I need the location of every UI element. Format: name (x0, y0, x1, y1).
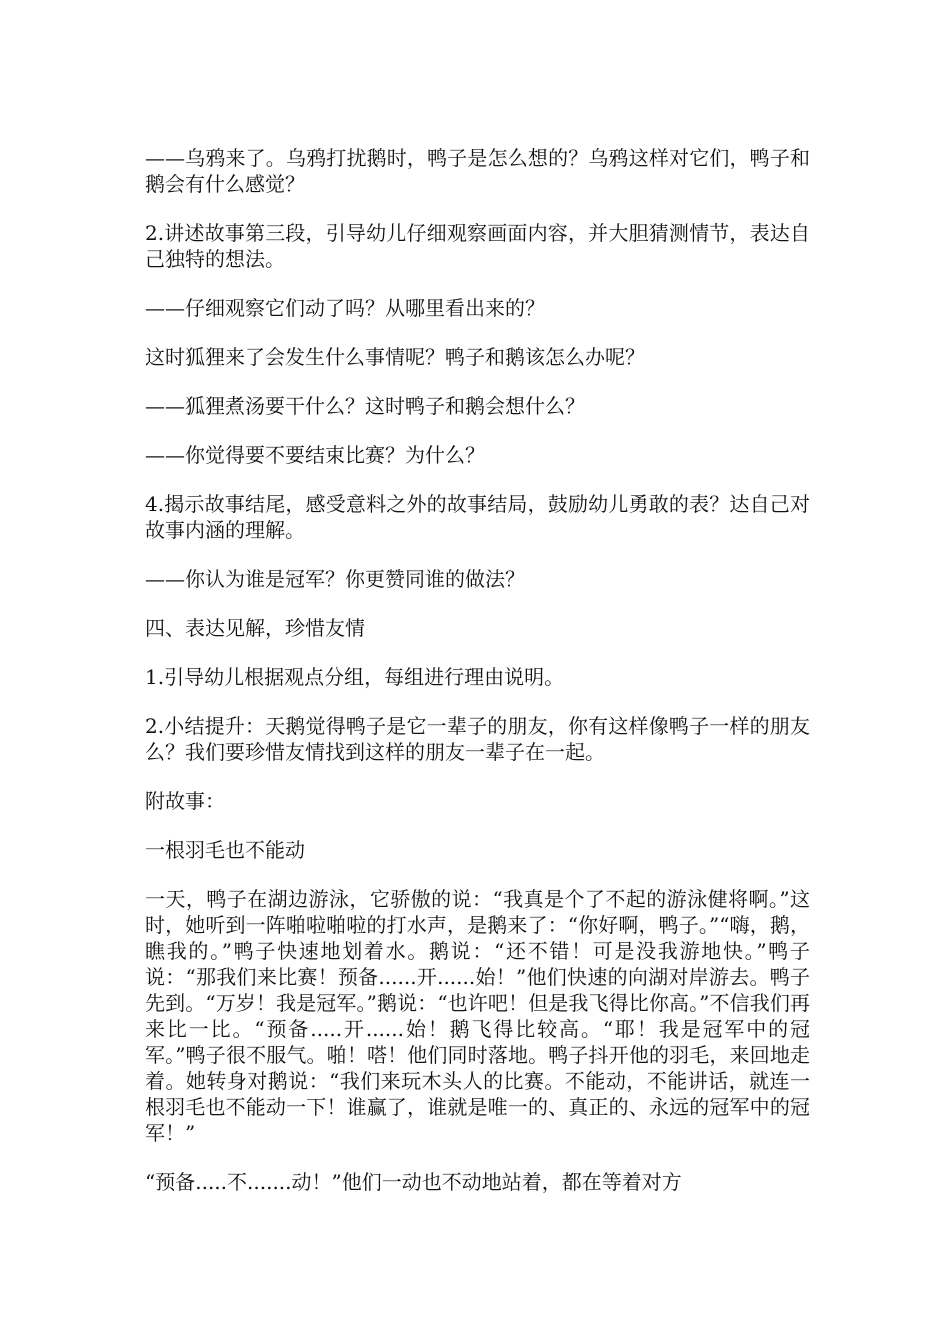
appendix-label: 附故事： (145, 789, 225, 813)
paragraph-observe-question: ——仔细观察它们动了吗？从哪里看出来的？ (145, 296, 545, 320)
paragraph-crow-question: ——乌鸦来了。乌鸦打扰鹅时，鸭子是怎么想的？乌鸦这样对它们，鸭子和鹅会有什么感觉？ (145, 146, 810, 196)
story-title: 一根羽毛也不能动 (145, 838, 305, 862)
section-heading-friendship: 四、表达见解，珍惜友情 (145, 616, 365, 640)
document-body (145, 145, 810, 1218)
paragraph-step-2-summary: 2.小结提升：天鹅觉得鸭子是它一辈子的朋友，你有这样像鸭子一样的朋友么？我们要珍惜友情找到这样的朋友一辈子在一起。 (145, 714, 810, 764)
paragraph-fox-question: 这时狐狸来了会发生什么事情呢？鸭子和鹅该怎么办呢？ (145, 345, 645, 369)
paragraph-step-2-story: 2.讲述故事第三段，引导幼儿仔细观察画面内容，并大胆猜测情节，表达自己独特的想法。 (145, 221, 810, 271)
story-paragraph-2: “预备.....不.......动！”他们一动也不动地站着，都在等着对方 (145, 1170, 682, 1194)
paragraph-champion-question: ——你认为谁是冠军？你更赞同谁的做法？ (145, 567, 525, 591)
paragraph-step-1-grouping: 1.引导幼儿根据观点分组，每组进行理由说明。 (145, 665, 565, 689)
paragraph-fox-soup-question: ——狐狸煮汤要干什么？这时鸭子和鹅会想什么？ (145, 394, 585, 418)
paragraph-end-contest-question: ——你觉得要不要结束比赛？为什么？ (145, 443, 485, 467)
paragraph-step-4-ending: 4.揭示故事结尾，感受意料之外的故事结局，鼓励幼儿勇敢的表？达自己对故事内涵的理解。 (145, 492, 810, 542)
story-paragraph-1: 一天，鸭子在湖边游泳，它骄傲的说：“我真是个了不起的游泳健将啊。”这时，她听到一阵啪啦啪啦的打水声，是鹅来了：“你好啊，鸭子。”“嗨，鹅，瞧我的。”鸭子快速地划着水。鹅说：“还不错！可是没我游地快。”鸭子说：“那我们来比赛！预备......开......始！”他们快速的向湖对岸游去。鸭子先到。“万岁！我是冠军。”鹅说：“也许吧！但是我飞得比你高。”不信我们再来比一比。“预备.....开......始！鹅飞得比较高。“耶！我是冠军中的冠军。”鸭子很不服气。啪！嗒！他们同时落地。鸭子抖开他的羽毛，来回地走着。她转身对鹅说：“我们来玩木头人的比赛。不能动，不能讲话，就连一根羽毛也不能动一下！谁赢了，谁就是唯一的、真正的、永远的冠军中的冠军！” (145, 887, 810, 1145)
